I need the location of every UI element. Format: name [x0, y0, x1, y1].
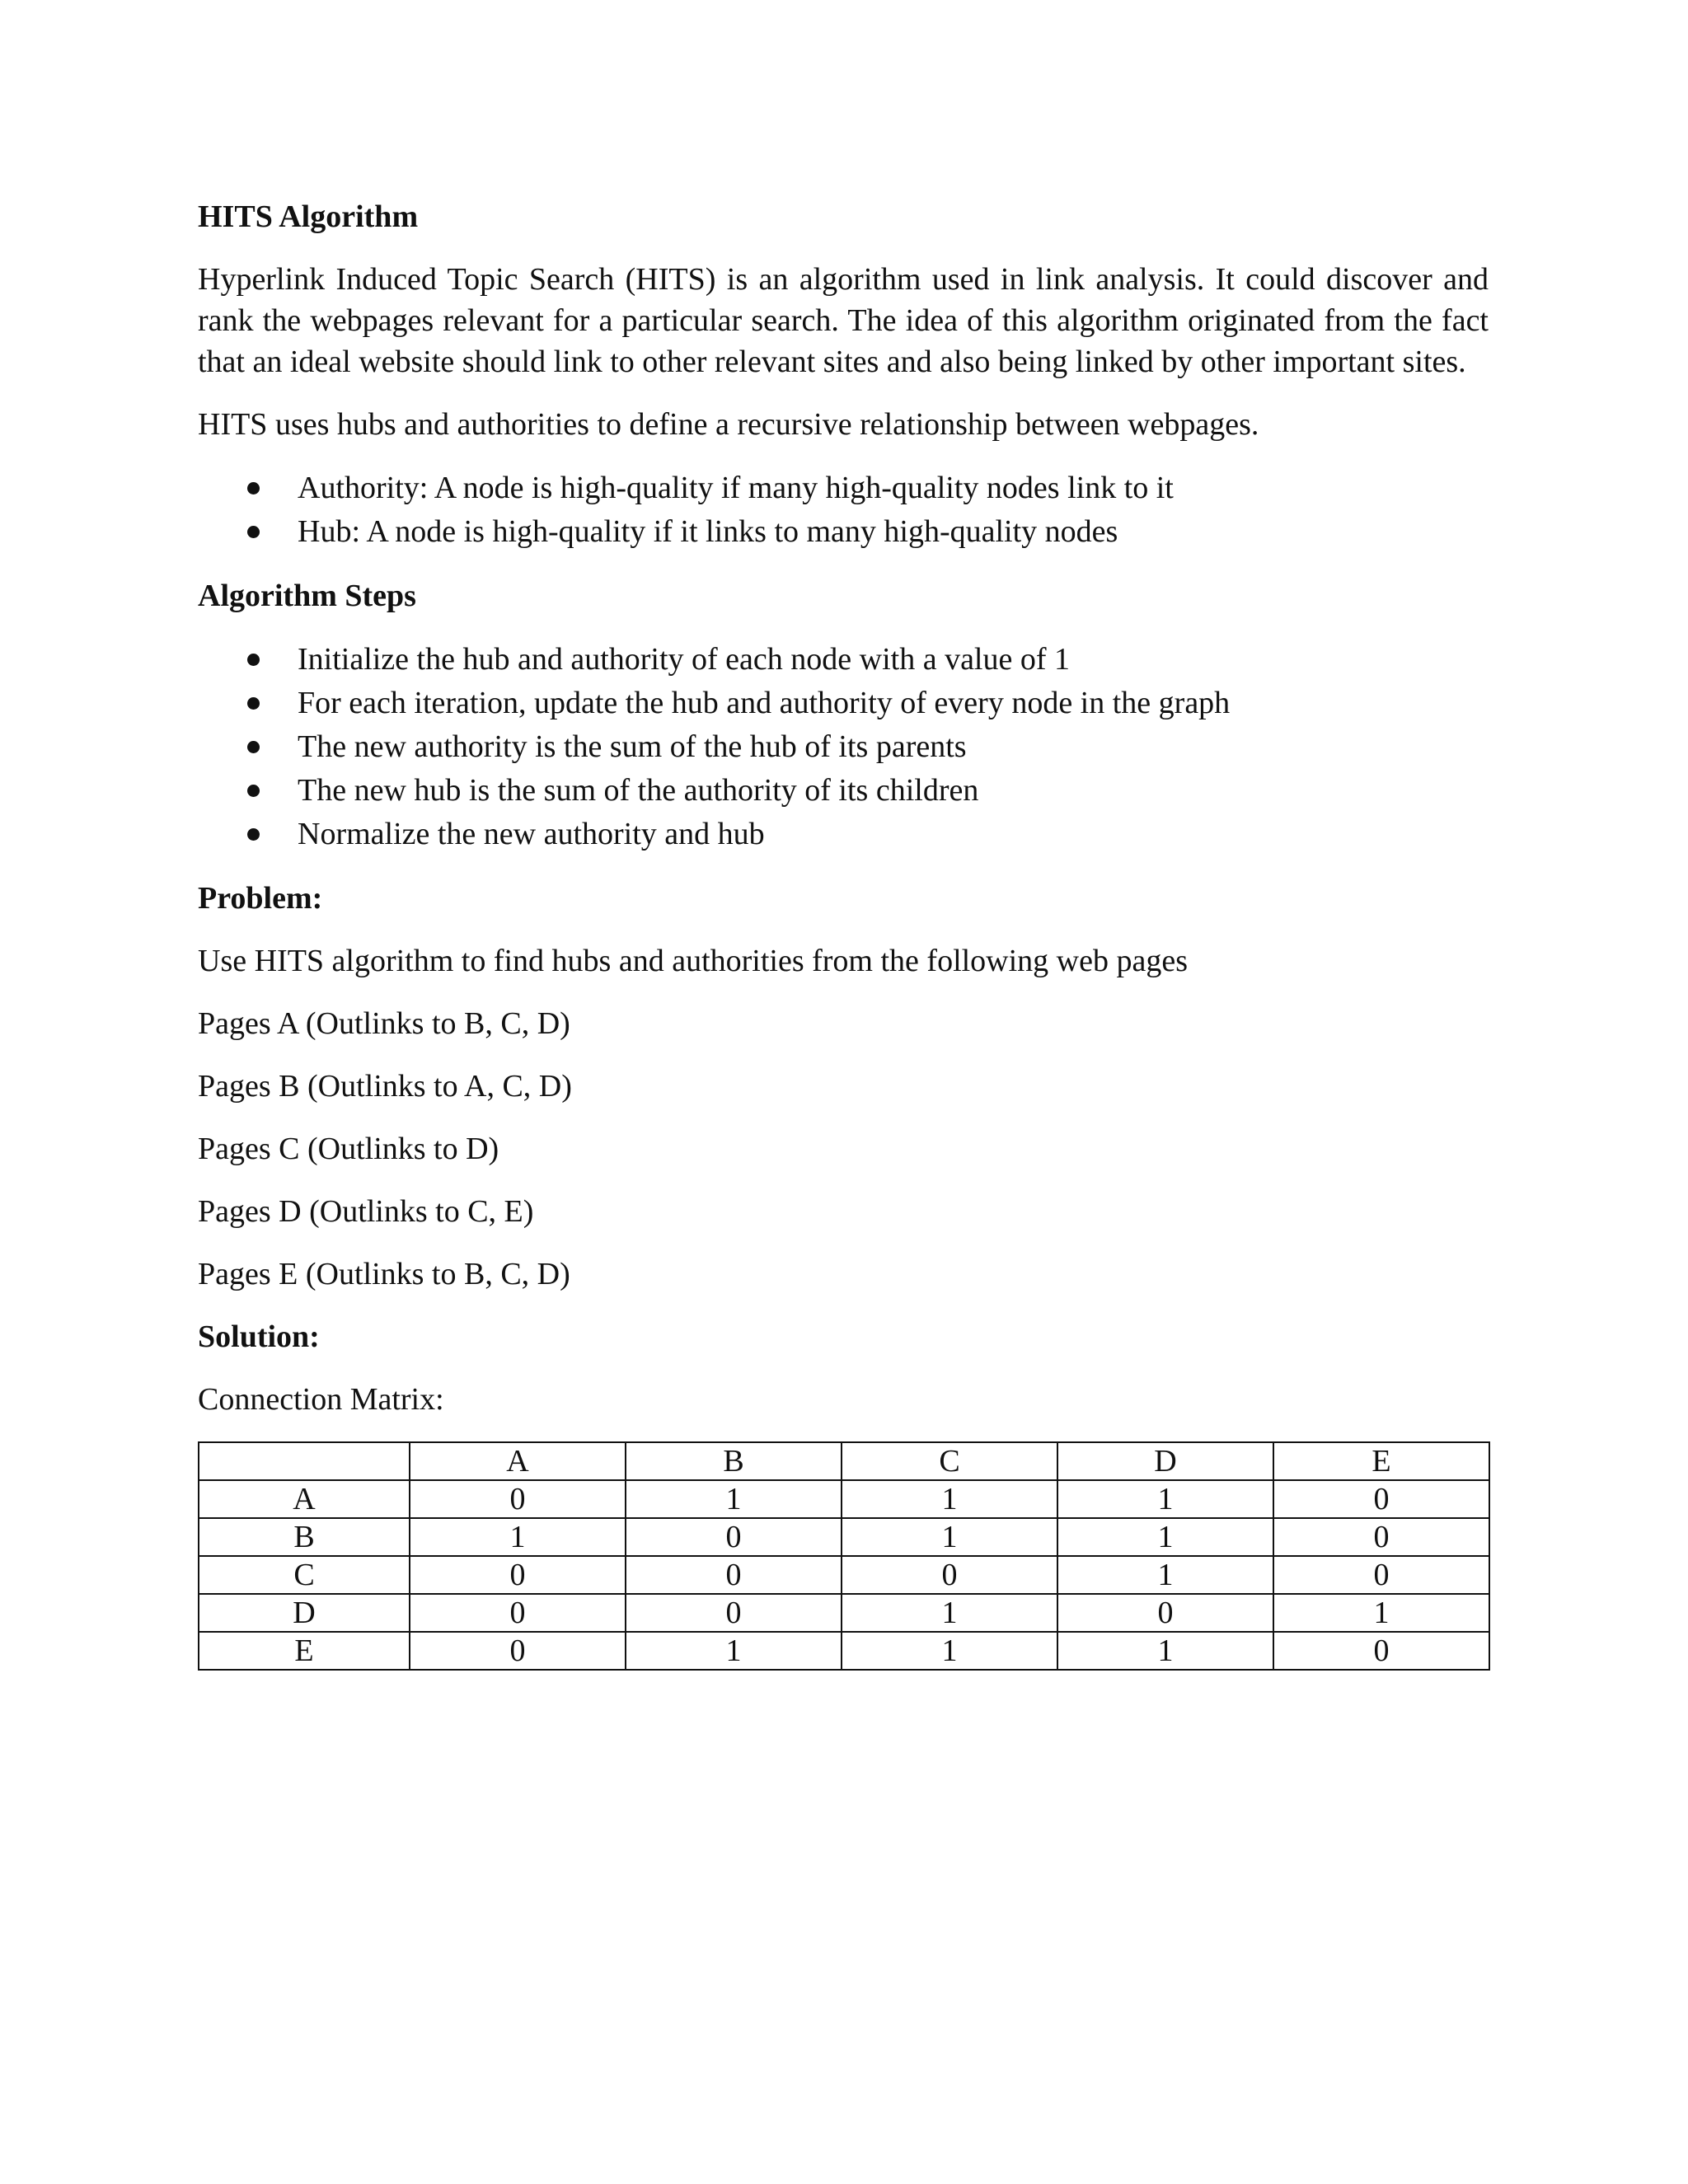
- table-header-cell: A: [410, 1442, 626, 1480]
- step-text: For each iteration, update the hub and authority of every node in the graph: [298, 686, 1231, 720]
- connection-matrix-table: [198, 1441, 1490, 1671]
- table-cell: 0: [842, 1556, 1057, 1594]
- bullet-icon: [247, 526, 260, 538]
- row-label-cell: B: [199, 1518, 410, 1556]
- step-item: [198, 638, 1489, 682]
- table-header-cell: [199, 1442, 410, 1480]
- intro-paragraph: Hyperlink Induced Topic Search (HITS) is an algorithm used in link analysis. It could discover and rank the webpages relevant for a particular search. The idea of this algorithm originated from the fact that an ideal website should link to other relevant sites and also being linked by other important sites.: [198, 262, 1489, 379]
- table-header-cell: D: [1057, 1442, 1273, 1480]
- table-cell: 0: [1057, 1594, 1273, 1632]
- table-cell: 0: [1273, 1518, 1489, 1556]
- row-label-cell: A: [199, 1480, 410, 1518]
- bullet-icon: [247, 741, 260, 753]
- table-cell: 1: [842, 1518, 1057, 1556]
- step-text: Initialize the hub and authority of each node with a value of 1: [298, 642, 1071, 677]
- table-cell: 1: [1273, 1594, 1489, 1632]
- bullet-icon: [247, 828, 260, 841]
- definition-item-authority: [198, 466, 1489, 510]
- definition-text: Hub: A node is high-quality if it links to many high-quality nodes: [298, 514, 1118, 549]
- definitions-list: [198, 466, 1489, 554]
- step-text: The new hub is the sum of the authority of its children: [298, 773, 979, 808]
- table-cell: 1: [842, 1480, 1057, 1518]
- table-cell: 1: [1057, 1632, 1273, 1670]
- table-cell: 1: [626, 1480, 842, 1518]
- table-cell: 0: [1273, 1480, 1489, 1518]
- document-page: [198, 196, 1489, 1671]
- problem-text: Use HITS algorithm to find hubs and authorities from the following web pages: [198, 944, 1189, 978]
- row-label-cell: C: [199, 1556, 410, 1594]
- hubs-authorities-sentence: HITS uses hubs and authorities to define a recursive relationship between webpages.: [198, 407, 1259, 442]
- table-row: [199, 1632, 1489, 1670]
- page-outlinks-e: Pages E (Outlinks to B, C, D): [198, 1257, 570, 1291]
- row-label-cell: D: [199, 1594, 410, 1632]
- document-title: HITS Algorithm: [198, 199, 419, 234]
- step-item: [198, 813, 1489, 856]
- problem-heading: Problem:: [198, 881, 323, 916]
- table-row: [199, 1480, 1489, 1518]
- table-cell: 0: [410, 1594, 626, 1632]
- bullet-icon: [247, 785, 260, 797]
- table-cell: 0: [410, 1556, 626, 1594]
- table-cell: 1: [1057, 1480, 1273, 1518]
- step-text: Normalize the new authority and hub: [298, 817, 765, 851]
- steps-list: [198, 638, 1489, 856]
- table-cell: 0: [626, 1518, 842, 1556]
- table-cell: 0: [1273, 1632, 1489, 1670]
- table-cell: 0: [626, 1594, 842, 1632]
- page-outlinks-d: Pages D (Outlinks to C, E): [198, 1194, 534, 1229]
- bullet-icon: [247, 697, 260, 710]
- table-header-cell: C: [842, 1442, 1057, 1480]
- table-cell: 1: [842, 1594, 1057, 1632]
- step-text: The new authority is the sum of the hub of its parents: [298, 729, 967, 764]
- table-cell: 1: [1057, 1556, 1273, 1594]
- table-row: [199, 1556, 1489, 1594]
- step-item: [198, 682, 1489, 725]
- table-cell: 1: [626, 1632, 842, 1670]
- step-item: [198, 725, 1489, 769]
- page-outlinks-b: Pages B (Outlinks to A, C, D): [198, 1069, 572, 1104]
- table-cell: 0: [410, 1480, 626, 1518]
- table-row: [199, 1594, 1489, 1632]
- table-cell: 1: [842, 1632, 1057, 1670]
- table-row: [199, 1518, 1489, 1556]
- bullet-icon: [247, 482, 260, 494]
- step-item: [198, 769, 1489, 813]
- table-header-cell: E: [1273, 1442, 1489, 1480]
- definition-text: Authority: A node is high-quality if many high-quality nodes link to it: [298, 471, 1174, 505]
- table-cell: 1: [410, 1518, 626, 1556]
- table-cell: 0: [626, 1556, 842, 1594]
- page-outlinks-a: Pages A (Outlinks to B, C, D): [198, 1006, 570, 1041]
- table-cell: 0: [410, 1632, 626, 1670]
- bullet-icon: [247, 654, 260, 666]
- table-header-row: [199, 1442, 1489, 1480]
- definition-item-hub: [198, 510, 1489, 554]
- steps-heading: Algorithm Steps: [198, 579, 416, 613]
- row-label-cell: E: [199, 1632, 410, 1670]
- table-header-cell: B: [626, 1442, 842, 1480]
- solution-heading: Solution:: [198, 1319, 320, 1354]
- matrix-label: Connection Matrix:: [198, 1382, 444, 1417]
- table-cell: 0: [1273, 1556, 1489, 1594]
- page-outlinks-c: Pages C (Outlinks to D): [198, 1132, 499, 1166]
- table-cell: 1: [1057, 1518, 1273, 1556]
